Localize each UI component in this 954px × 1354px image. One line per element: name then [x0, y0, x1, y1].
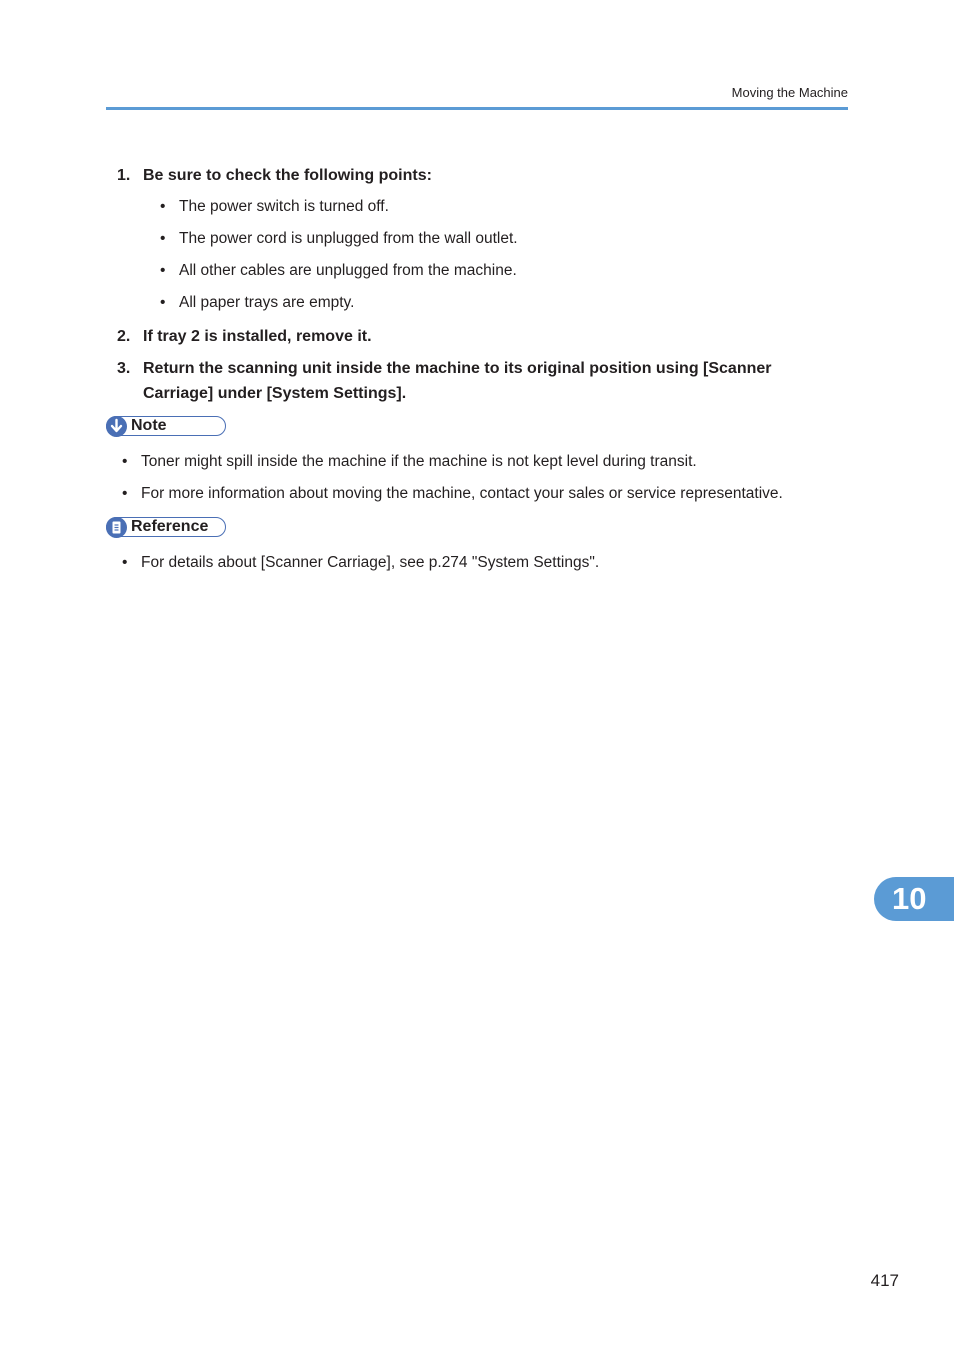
chapter-number: 10	[892, 881, 927, 916]
reference-badge	[106, 517, 226, 537]
bullet-glyph: •	[122, 554, 128, 571]
step-number: 1.	[117, 167, 131, 184]
header-section-title: Moving the Machine	[731, 85, 848, 100]
list-item	[160, 196, 389, 218]
note-badge	[106, 416, 226, 436]
step-text: Return the scanning unit inside the machine to its original position using [Scanner Carriage] under [System Settings].	[143, 360, 772, 402]
bullet-glyph: •	[122, 453, 128, 470]
list-item	[122, 483, 783, 505]
step-text: If tray 2 is installed, remove it.	[143, 328, 372, 345]
document-icon	[106, 517, 127, 538]
list-item	[122, 451, 697, 473]
step-2	[117, 324, 797, 349]
list-item-text: All other cables are unplugged from the machine.	[179, 262, 517, 279]
list-item-text: For details about [Scanner Carriage], see p.274 "System Settings".	[141, 554, 600, 571]
list-item	[122, 552, 599, 574]
reference-label: Reference	[131, 518, 209, 535]
bullet-glyph: •	[160, 230, 166, 247]
bullet-glyph: •	[160, 294, 166, 311]
page-number: 417	[870, 1271, 899, 1290]
list-item-text: The power switch is turned off.	[179, 198, 389, 215]
step-number: 3.	[117, 360, 131, 377]
list-item-text: All paper trays are empty.	[179, 294, 355, 311]
bullet-glyph: •	[122, 485, 128, 502]
note-label: Note	[131, 417, 167, 434]
step-1	[117, 163, 797, 188]
step-text: Be sure to check the following points:	[143, 167, 432, 184]
list-item	[160, 260, 517, 282]
step-3	[117, 356, 787, 406]
down-arrow-icon	[106, 416, 127, 437]
step-number: 2.	[117, 328, 131, 345]
bullet-glyph: •	[160, 198, 166, 215]
list-item	[160, 292, 354, 314]
list-item-text: For more information about moving the machine, contact your sales or service representative.	[141, 485, 783, 502]
list-item-text: The power cord is unplugged from the wall outlet.	[179, 230, 518, 247]
header-rule	[106, 107, 848, 110]
chapter-tab	[874, 877, 954, 921]
list-item-text: Toner might spill inside the machine if the machine is not kept level during transit.	[141, 453, 697, 470]
list-item	[160, 228, 518, 250]
bullet-glyph: •	[160, 262, 166, 279]
